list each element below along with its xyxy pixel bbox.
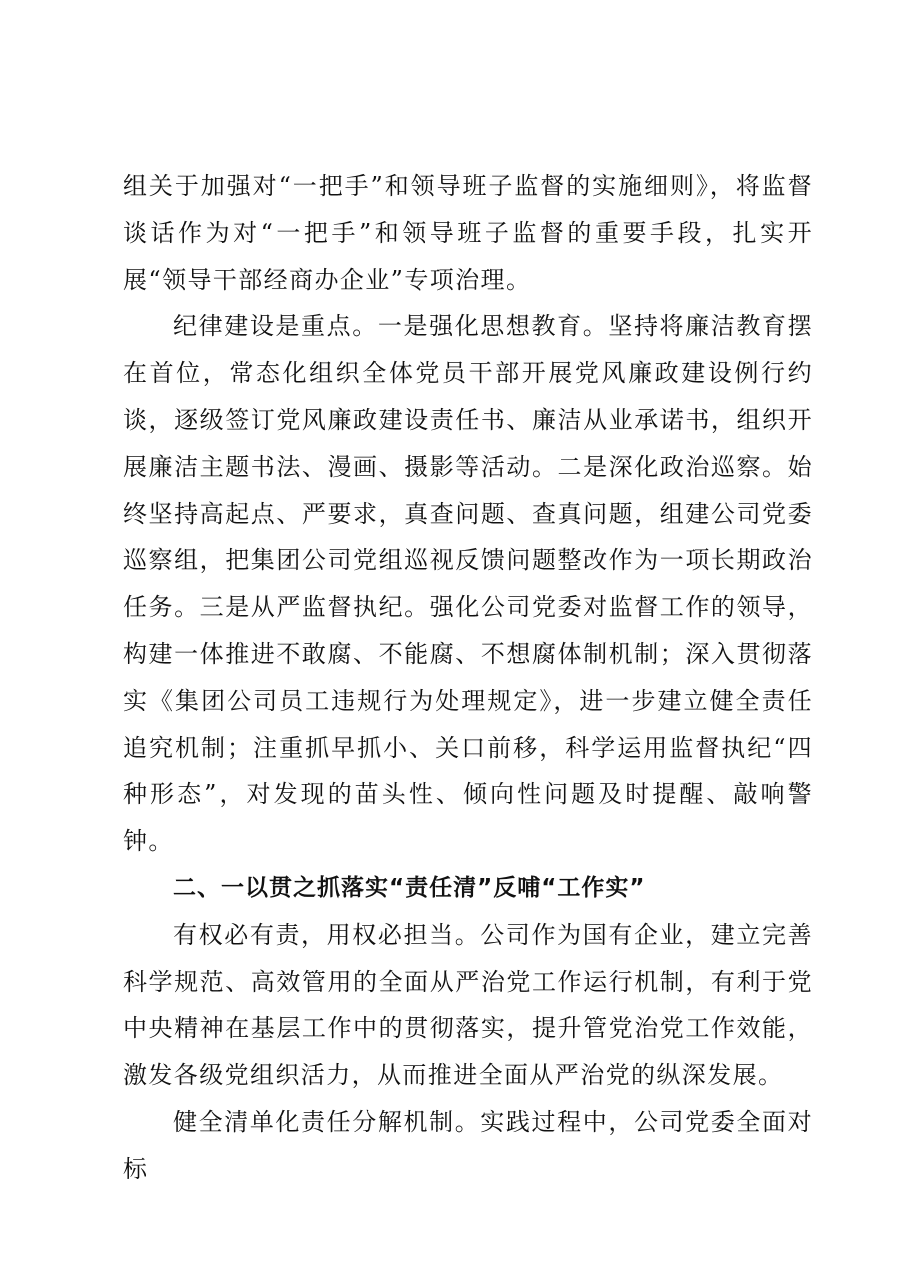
paragraph-responsibility: 有权必有责，用权必担当。公司作为国有企业，建立完善科学规范、高效管用的全面从严治党工作运行机制，有利于党中央精神在基层工作中的贯彻落实，提升管党治党工作效能，激发各级党组织活力，从而推进全面从严治党的纵深发展。 (123, 920, 813, 1090)
document-body (123, 163, 813, 1193)
paragraph-continuation: 组关于加强对“一把手”和领导班子监督的实施细则》，将监督谈话作为对“一把手”和领导班子监督的重要手段，扎实开展“领导干部经商办企业”专项治理。 (123, 172, 813, 294)
paragraph-discipline-construction: 纪律建设是重点。一是强化思想教育。坚持将廉洁教育摆在首位，常态化组织全体党员干部开展党风廉政建设例行约谈，逐级签订党风廉政建设责任书、廉洁从业承诺书，组织开展廉洁主题书法、漫画、摄影等活动。二是深化政治巡察。始终坚持高起点、严要求，真查问题、查真问题，组建公司党委巡察组，把集团公司党组巡视反馈问题整改作为一项长期政治任务。三是从严监督执纪。强化公司党委对监督工作的领导，构建一体推进不敢腐、不能腐、不想腐体制机制；深入贯彻落实《集团公司员工违规行为处理规定》，进一步建立健全责任追究机制；注重抓早抓小、关口前移，科学运用监督执纪“四种形态”，对发现的苗头性、倾向性问题及时提醒、敲响警钟。 (123, 312, 813, 856)
section-heading: 二、一以贯之抓落实“责任清”反哺“工作实” (173, 874, 646, 901)
paragraph-responsibility-mechanism: 健全清单化责任分解机制。实践过程中，公司党委全面对标 (123, 1107, 813, 1183)
